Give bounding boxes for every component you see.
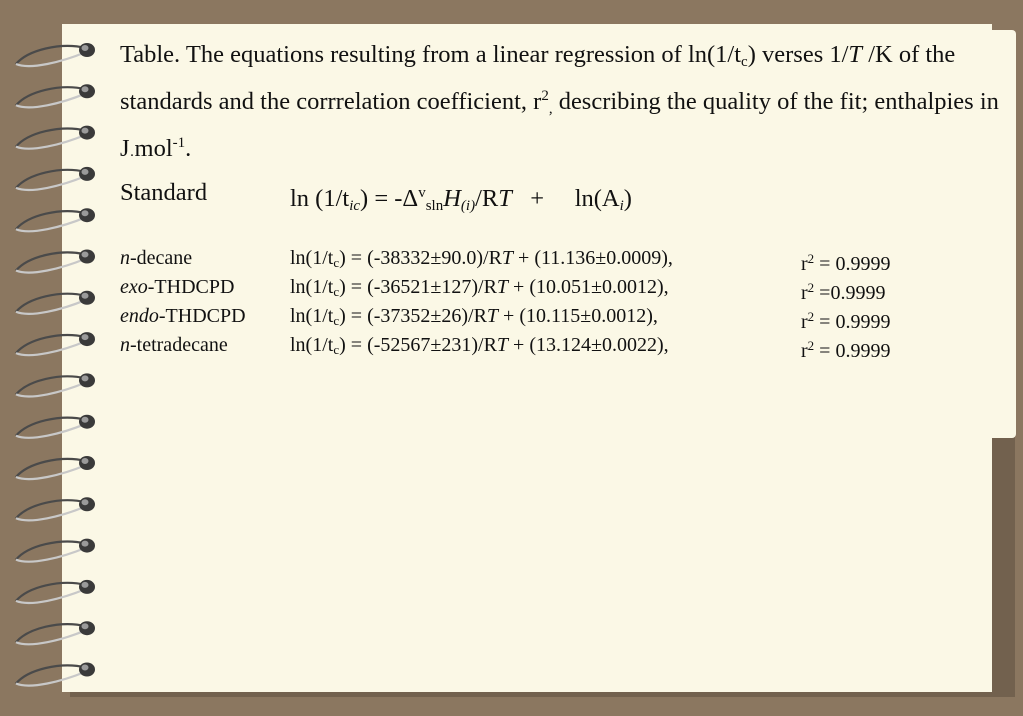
correlation-coefficient: $r^2 =0.9999$	[801, 280, 886, 304]
standard-name: exo-THDCPD	[120, 276, 235, 298]
standard-name: n-decane	[120, 247, 193, 269]
standard-name: endo-THDCPD	[120, 305, 246, 327]
spiral-binding	[0, 0, 110, 716]
header-equation: $\ln (1/t_{ic}) = -\Delta^v_{sln}H_{(i)}/RT$ + $\ln(A_i)$	[290, 185, 632, 214]
header-standard: Standard	[120, 179, 208, 206]
correlation-coefficient: $r^2 = 0.9999$	[801, 251, 891, 275]
regression-equation: $\ln(1/t_c) = (-37352\pm 26)/RT + (10.115\pm 0.0012)$,	[290, 305, 658, 328]
regression-equation: $\ln(1/t_c) = (-38332\pm 90.0)/RT + (11.136\pm 0.0009)$,	[290, 247, 673, 270]
table-caption: Table. The equations resulting from a linear regression of $\ln(1/t_c)$ verses 1/T /K of the standards and the corrrelation coefficient, $r^2_,$ describing the quality of the fit; enthalpies in $J_\cdot mol^{-1}$.	[120, 41, 999, 164]
regression-equation: $\ln(1/t_c) = (-52567\pm 231)/RT + (13.124\pm 0.0022)$,	[290, 334, 669, 357]
standard-name: n-tetradecane	[120, 334, 228, 356]
regression-equation: $\ln(1/t_c) = (-36521\pm 127)/RT + (10.051\pm 0.0012)$,	[290, 276, 669, 299]
correlation-coefficient: $r^2 = 0.9999$	[801, 338, 891, 362]
correlation-coefficient: $r^2 = 0.9999$	[801, 309, 891, 333]
